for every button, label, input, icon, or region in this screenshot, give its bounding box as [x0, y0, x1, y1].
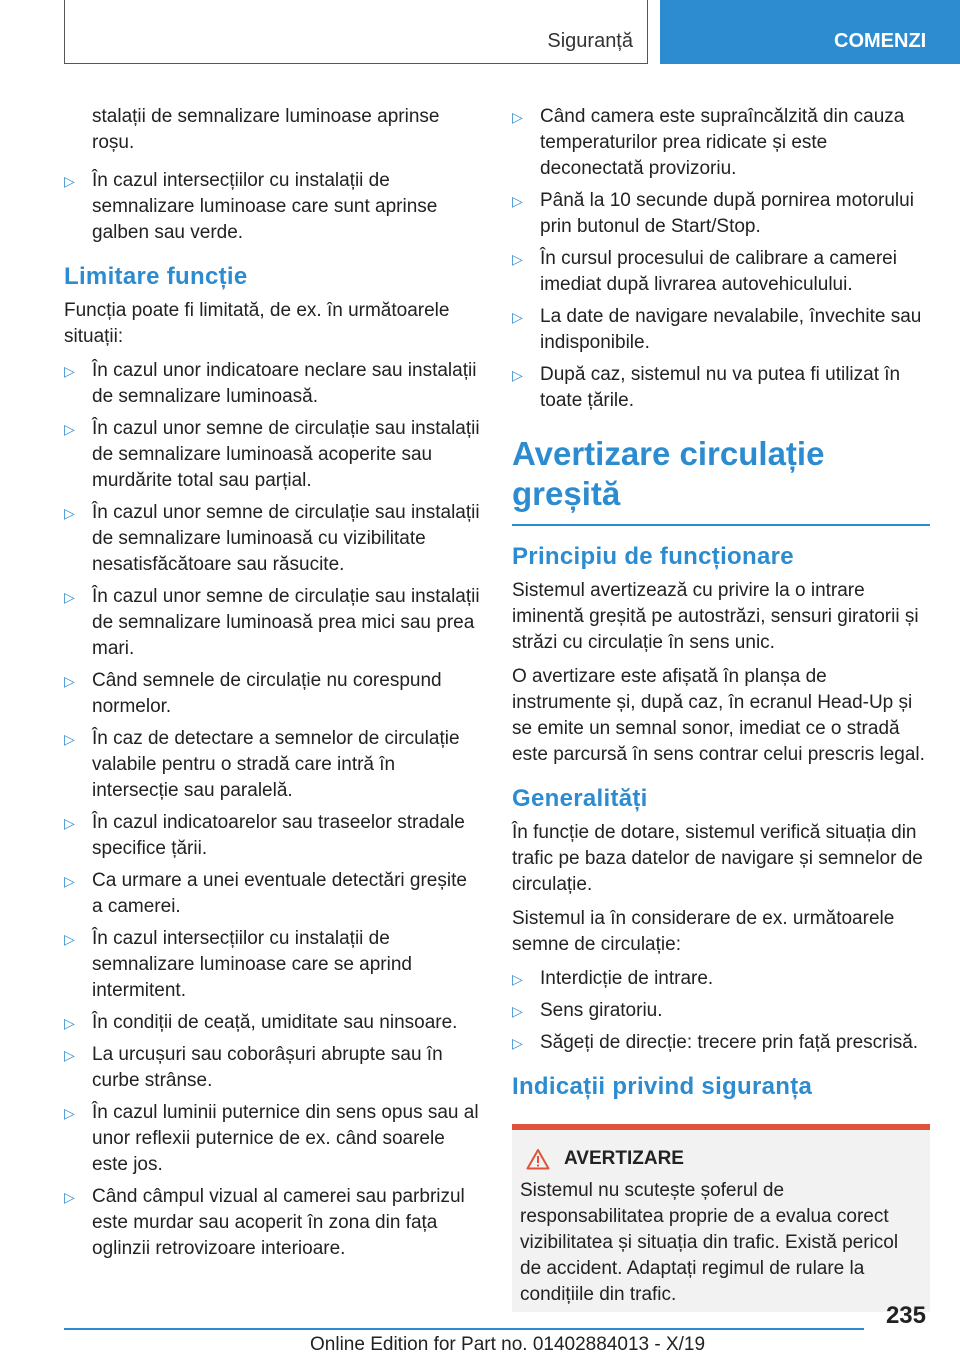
list-item: ▷ În cazul luminii puternice din sens opus sau al unor reflexii puternice de ex. când soarele este jos. — [64, 1102, 479, 1175]
heading-limitation: Limitare funcție — [64, 263, 248, 290]
right-column — [512, 104, 930, 1312]
heading-wrong-way-warning: Avertizare circulație greșită — [512, 434, 930, 526]
list-item: ▷ În condiții de ceață, umiditate sau ninsoare. — [64, 1010, 480, 1036]
list-item: ▷ În cazul unor indicatoare neclare sau instalații de semnalizare luminoasă. — [64, 360, 477, 407]
bullet-icon: ▷ — [64, 173, 75, 189]
chapter-title: COMENZI — [834, 30, 927, 52]
list-item: ▷ Sens giratoriu. — [512, 998, 930, 1024]
bullet-icon: ▷ — [64, 1105, 75, 1121]
section-title: Siguranță — [547, 30, 633, 52]
continued-text: stalații de semnalizare luminoase aprinse roșu. — [92, 106, 440, 153]
paragraph: Sistemul avertizează cu privire la o intrare iminentă greșită pe autostrăzi, sensuri giratorii și străzi cu circulație în sens unic. — [512, 580, 919, 653]
bullet-icon: ▷ — [64, 815, 75, 831]
list-item: ▷ În cazul unor semne de circulație sau instalații de semnalizare luminoasă prea mici sau prea mari. — [64, 586, 480, 659]
bullet-icon: ▷ — [512, 193, 523, 209]
right-top-list — [512, 104, 930, 414]
warning-box — [512, 1124, 930, 1312]
chapter-tab — [660, 0, 960, 64]
list-item: ▷ După caz, sistemul nu va putea fi utilizat în toate țările. — [512, 364, 901, 411]
list-item: ▷ Ca urmare a unei eventuale detectări greșite a camerei. — [64, 870, 467, 917]
bullet-icon: ▷ — [512, 109, 523, 125]
bullet-icon: ▷ — [64, 589, 75, 605]
list-item: ▷ În cursul procesului de calibrare a camerei imediat după livrarea autovehiculului. — [512, 248, 897, 295]
bullet-icon: ▷ — [512, 309, 523, 325]
footer-edition: Online Edition for Part no. 01402884013 - X/19 — [310, 1334, 706, 1355]
heading-safety: Indicații privind siguranța — [512, 1073, 813, 1100]
page-number: 235 — [885, 1302, 926, 1329]
list-item: ▷ În cazul unor semne de circulație sau instalații de semnalizare luminoasă acoperite sau murdărite total sau parțial. — [64, 418, 480, 491]
left-column — [64, 104, 480, 1268]
list-item: ▷ În cazul intersecțiilor cu instalații de semnalizare luminoase care sunt aprinse galben sau verde. — [64, 170, 438, 243]
bullet-icon: ▷ — [512, 971, 523, 987]
bullet-icon: ▷ — [64, 505, 75, 521]
list-item: ▷ Interdicție de intrare. — [512, 966, 930, 992]
list-item: ▷ Când semnele de circulație nu corespund normelor. — [64, 670, 442, 717]
paragraph: Sistemul ia în considerare de ex. următoarele semne de circulație: — [512, 908, 895, 955]
warning-text: Sistemul nu scutește șoferul de responsabilitatea proprie de a evalua corect vizibilitatea și situația din trafic. Există pericol de accident. Adaptați regimul de rulare la condițiile din trafic. — [520, 1180, 899, 1305]
list-item: ▷ Săgeți de direcție: trecere prin față prescrisă. — [512, 1030, 930, 1056]
list-item: ▷ Când camera este supraîncălzită din cauza temperaturilor prea ridicate și este deconectată provizoriu. — [512, 106, 905, 179]
list-item: ▷ Până la 10 secunde după pornirea motorului prin butonul de Start/Stop. — [512, 190, 914, 237]
bullet-icon: ▷ — [64, 421, 75, 437]
bullet-icon: ▷ — [64, 731, 75, 747]
bullet-icon: ▷ — [64, 1047, 75, 1063]
list-item: ▷ Când câmpul vizual al camerei sau parbrizul este murdar sau acoperit în zona din fața oglinzii retrovizoare interioare. — [64, 1186, 465, 1259]
paragraph: În funcție de dotare, sistemul verifică situația din trafic pe baza datelor de navigare și semnelor de circulație. — [512, 822, 923, 895]
warning-header — [520, 1146, 922, 1172]
bullet-icon: ▷ — [64, 873, 75, 889]
heading-general: Generalități — [512, 785, 648, 812]
limitation-intro: Funcția poate fi limitată, de ex. în următoarele situații: — [64, 300, 450, 347]
warning-triangle-icon — [526, 1148, 550, 1170]
bullet-icon: ▷ — [64, 673, 75, 689]
footer-divider — [64, 1328, 864, 1330]
bullet-icon: ▷ — [64, 1015, 75, 1031]
limitation-list — [64, 358, 480, 1262]
list-item: ▷ În cazul intersecțiilor cu instalații de semnalizare luminoase care se aprind intermitent. — [64, 928, 412, 1001]
bullet-icon: ▷ — [512, 251, 523, 267]
left-top-list — [64, 168, 480, 246]
bullet-icon: ▷ — [512, 1003, 523, 1019]
bullet-icon: ▷ — [512, 367, 523, 383]
header-section-box — [64, 0, 648, 64]
list-item: ▷ La urcușuri sau coborâșuri abrupte sau în curbe strânse. — [64, 1044, 443, 1091]
signs-list — [512, 966, 930, 1056]
bullet-icon: ▷ — [64, 931, 75, 947]
heading-principle: Principiu de funcționare — [512, 543, 794, 570]
bullet-icon: ▷ — [512, 1035, 523, 1051]
bullet-icon: ▷ — [64, 363, 75, 379]
list-item: ▷ În caz de detectare a semnelor de circulație valabile pentru o stradă care intră în intersecție sau paralelă. — [64, 728, 460, 801]
list-item: ▷ La date de navigare nevalabile, învechite sau indisponibile. — [512, 306, 922, 353]
paragraph: O avertizare este afișată în planșa de instrumente și, după caz, în ecranul Head-Up și se emite un semnal sonor, imediat ce o stradă este parcursă în sens contrar celui prescris legal. — [512, 666, 925, 765]
warning-title: AVERTIZARE — [564, 1148, 684, 1169]
list-item: ▷ În cazul unor semne de circulație sau instalații de semnalizare luminoasă cu vizibilitate nesatisfăcătoare sau răsucite. — [64, 502, 480, 575]
list-item: ▷ În cazul indicatoarelor sau traseelor stradale specifice țării. — [64, 812, 465, 859]
bullet-icon: ▷ — [64, 1189, 75, 1205]
